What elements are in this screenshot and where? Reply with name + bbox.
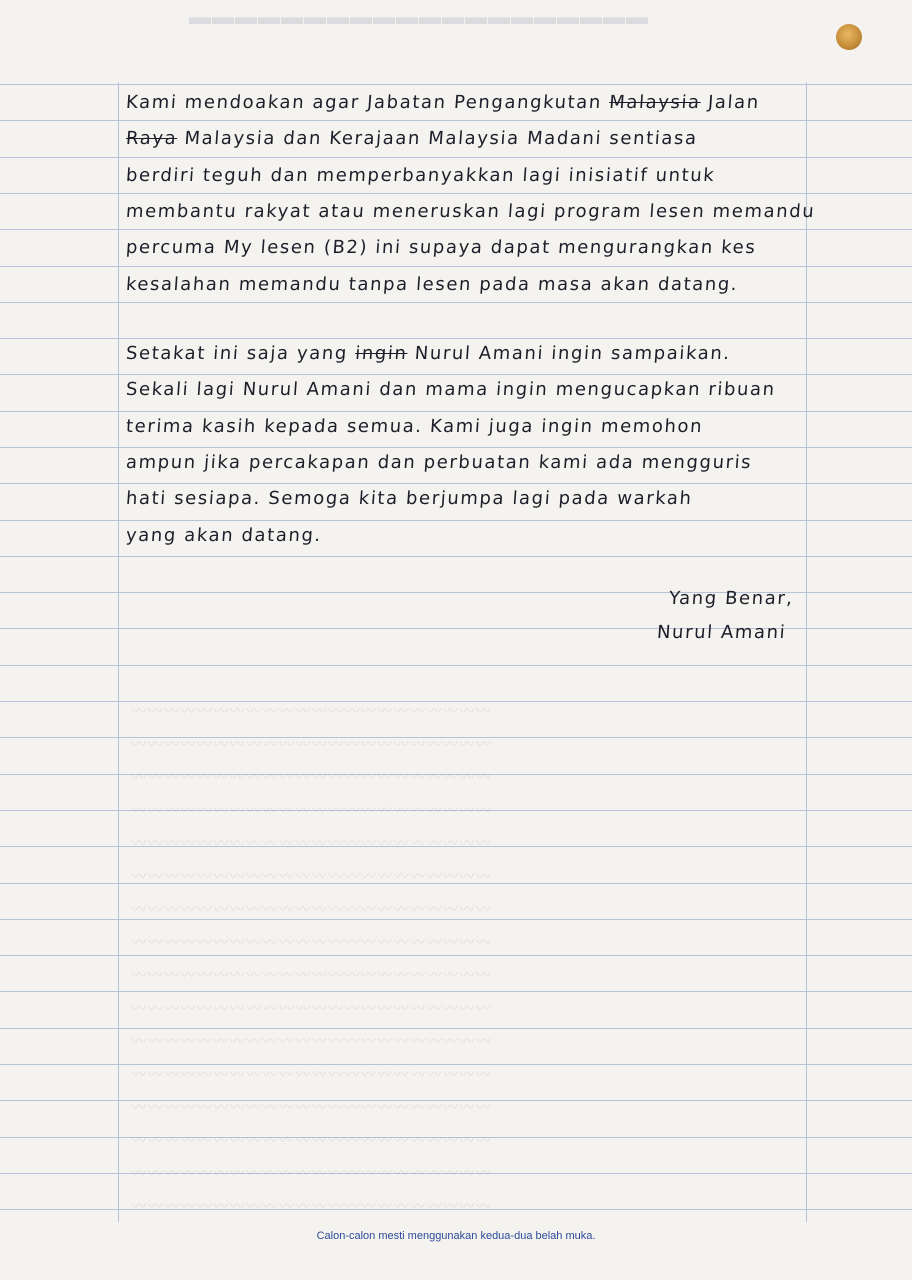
rule-line	[0, 520, 912, 521]
handwritten-line: Raya Malaysia dan Kerajaan Malaysia Madani sentiasa	[125, 128, 699, 150]
rule-line	[0, 374, 912, 375]
struck-word: Malaysia	[608, 92, 702, 113]
right-margin-line	[806, 82, 807, 1222]
bleed-stroke: 〰〰〰〰〰〰〰〰〰〰〰〰〰〰〰〰〰〰〰〰〰〰	[130, 999, 491, 1017]
rule-line	[0, 84, 912, 85]
struck-word: Raya	[125, 128, 178, 150]
rule-line	[0, 483, 912, 484]
bleed-stroke: 〰〰〰〰〰〰〰〰〰〰〰〰〰〰〰〰〰〰〰〰〰〰	[130, 768, 491, 786]
bleed-stroke: 〰〰〰〰〰〰〰〰〰〰〰〰〰〰〰〰〰〰〰〰〰〰	[130, 933, 491, 951]
handwritten-line: Setakat ini saja yang ingin Nurul Amani ingin sampaikan.	[125, 343, 732, 364]
handwritten-line: percuma My lesen (B2) ini supaya dapat mengurangkan kes	[125, 237, 758, 259]
bleed-stroke: 〰〰〰〰〰〰〰〰〰〰〰〰〰〰〰〰〰〰〰〰〰〰	[130, 834, 491, 852]
rule-line	[0, 919, 912, 920]
footer-note: Calon-calon mesti menggunakan kedua-dua belah muka.	[316, 1230, 596, 1242]
rule-line	[0, 955, 912, 956]
rule-line	[0, 665, 912, 666]
rule-line	[0, 447, 912, 448]
bleed-stroke: 〰〰〰〰〰〰〰〰〰〰〰〰〰〰〰〰〰〰〰〰〰〰	[130, 801, 491, 819]
bleed-stroke: 〰〰〰〰〰〰〰〰〰〰〰〰〰〰〰〰〰〰〰〰〰〰	[130, 1065, 491, 1083]
rule-line	[0, 120, 912, 121]
rule-line	[0, 157, 912, 158]
bleed-stroke: 〰〰〰〰〰〰〰〰〰〰〰〰〰〰〰〰〰〰〰〰〰〰	[130, 1098, 491, 1116]
bleed-stroke: 〰〰〰〰〰〰〰〰〰〰〰〰〰〰〰〰〰〰〰〰〰〰	[130, 1164, 491, 1182]
handwritten-line: membantu rakyat atau meneruskan lagi program lesen memandu	[125, 200, 817, 222]
rule-line	[0, 302, 912, 303]
handwritten-line: terima kasih kepada semua. Kami juga ingin memohon	[125, 415, 704, 437]
rule-line	[0, 229, 912, 230]
punch-hole	[836, 24, 862, 50]
closing-line: Yang Benar,	[668, 588, 795, 609]
rule-line	[0, 556, 912, 557]
bleed-stroke: 〰〰〰〰〰〰〰〰〰〰〰〰〰〰〰〰〰〰〰〰〰〰	[130, 900, 491, 918]
bleed-through-header: ▬▬▬▬▬▬▬▬▬▬▬▬▬▬▬▬▬▬▬▬	[188, 4, 648, 29]
handwritten-line: hati sesiapa. Semoga kita berjumpa lagi pada warkah	[125, 488, 694, 510]
rule-line	[0, 193, 912, 194]
rule-line	[0, 266, 912, 267]
rule-line	[0, 1028, 912, 1029]
rule-line	[0, 338, 912, 339]
handwritten-line: yang akan datang.	[125, 524, 323, 546]
handwritten-line: berdiri teguh dan memperbanyakkan lagi inisiatif untuk	[125, 164, 717, 186]
rule-line	[0, 991, 912, 992]
left-margin-line	[118, 82, 119, 1222]
bleed-stroke: 〰〰〰〰〰〰〰〰〰〰〰〰〰〰〰〰〰〰〰〰〰〰	[130, 1131, 491, 1149]
bleed-stroke: 〰〰〰〰〰〰〰〰〰〰〰〰〰〰〰〰〰〰〰〰〰〰	[130, 966, 491, 984]
struck-word: ingin	[354, 343, 409, 364]
handwritten-line: kesalahan memandu tanpa lesen pada masa akan datang.	[125, 273, 739, 295]
bleed-stroke: 〰〰〰〰〰〰〰〰〰〰〰〰〰〰〰〰〰〰〰〰〰〰	[130, 702, 491, 720]
handwritten-line: ampun jika percakapan dan perbuatan kami ada mengguris	[125, 451, 753, 473]
handwritten-line: Sekali lagi Nurul Amani dan mama ingin mengucapkan ribuan	[125, 379, 777, 401]
handwritten-line: Kami mendoakan agar Jabatan Pengangkutan Malaysia Jalan	[125, 92, 761, 113]
bleed-stroke: 〰〰〰〰〰〰〰〰〰〰〰〰〰〰〰〰〰〰〰〰〰〰	[130, 867, 491, 885]
bleed-stroke: 〰〰〰〰〰〰〰〰〰〰〰〰〰〰〰〰〰〰〰〰〰〰	[130, 1032, 491, 1050]
bleed-stroke: 〰〰〰〰〰〰〰〰〰〰〰〰〰〰〰〰〰〰〰〰〰〰	[130, 735, 491, 753]
bleed-stroke: 〰〰〰〰〰〰〰〰〰〰〰〰〰〰〰〰〰〰〰〰〰〰	[130, 1197, 491, 1215]
signature-name: Nurul Amani	[655, 622, 787, 643]
rule-line	[0, 411, 912, 412]
